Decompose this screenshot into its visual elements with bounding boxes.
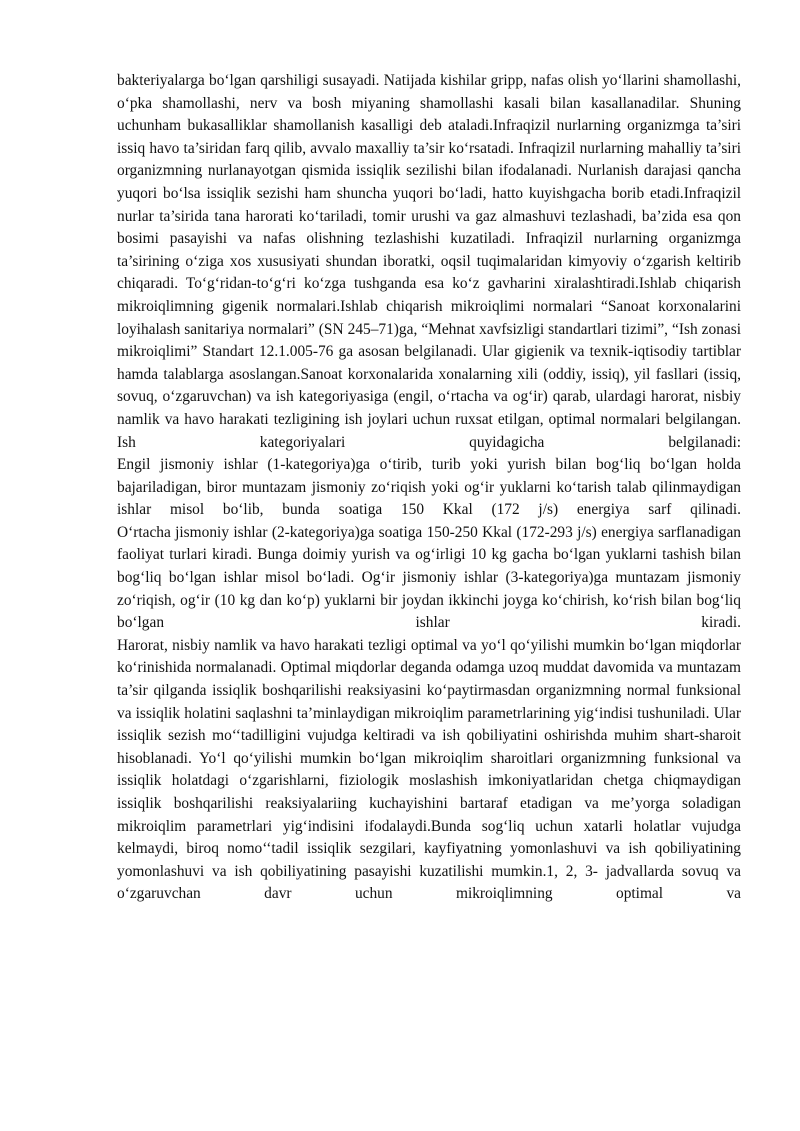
paragraph-optimal-norms: Harorat, nisbiy namlik va havo harakati tezligi optimal va yo‘l qo‘yilishi mumkin bo‘lgan miqdorlar ko‘rinishida normalanadi. Optimal miqdorlar deganda odamga uzoq muddat davomida va muntazam ta’sir qilganda issiqlik boshqarilishi reaksiyasini ko‘paytirmasdan organizmning normal funksional va issiqlik holatini saqlashni ta’minlaydigan mikroiqlim parametrlarining yig‘indisi tushuniladi. Ular issiqlik sezish mo‘‘tadilligini vujudga keltiradi va ish qobiliyatini oshirishda muhim shart-sharoit hisoblanadi. Yo‘l qo‘yilishi mumkin bo‘lgan mikroiqlim sharoitlari organizmning funksional va issiqlik holatdagi o‘zgarishlarni, fiziologik moslashish imkoniyatlaridan chetga chiqmaydigan issiqlik boshqarilishi reaksiyalariing kuchayishini bartaraf etadigan va me’yorga soladigan mikroiqlim parametrlari yig‘indisini ifodalaydi.Bunda sog‘liq uchun xatarli holatlar vujudga kelmaydi, biroq nomo‘‘tadil issiqlik sezgilari, kayfiyatning yomonlashuvi va ish qobiliyatining yomonlashuvi va ish qobiliyatining pasayishi kuzatilishi mumkin.1, 2, 3- jadvallarda sovuq va o‘zgaruvchan davr uchun mikroiqlimning optimal va xyxy=(117,636,741,903)
paragraph-medium-heavy-work: O‘rtacha jismoniy ishlar (2-kategoriya)ga soatiga 150-250 Kkal (172-293 j/s) energiya sarflanadigan faoliyat turlari kiradi. Bunga doimiy yurish va og‘irligi 10 kg gacha bo‘lgan yuklarni tashish bilan bog‘liq bo‘lgan ishlar misol bo‘ladi. Og‘ir jismoniy ishlar (3-kategoriya)ga muntazam jismoniy zo‘riqish, og‘ir (10 kg dan ko‘p) yuklarni bir joydan ikkinchi joyga ko‘chirish, ko‘rish bilan bog‘liq bo‘lgan ishlar kiradi. xyxy=(117,523,741,632)
document-page xyxy=(117,70,741,906)
paragraph-microclimate-intro: bakteriyalarga bo‘lgan qarshiligi susayadi. Natijada kishilar gripp, nafas olish yo‘llarini shamollashi, o‘pka shamollashi, nerv va bosh miyaning shamollashi kasali bilan kasallanadilar. Shuning uchunham bukasalliklar shamollanish kasalligi deb ataladi.Infraqizil nurlarning organizmga ta’siri issiq havo ta’siridan farq qilib, avvalo maxalliy ta’sir ko‘rsatadi. Infraqizil nurlarning mahalliy ta’siri organizmning nurlanayotgan qismida issiqlik sezilishi bilan ifodalanadi. Nurlanish darajasi qancha yuqori bo‘lsa issiqlik sezishi ham shuncha yuqori bo‘ladi, hatto kuyishgacha borib etadi.Infraqizil nurlar ta’sirida tana harorati ko‘tariladi, tomir urushi va gaz almashuvi tezlashadi, ba’zida esa qon bosimi pasayishi va nafas olishning tezlashishi kuzatiladi. Infraqizil nurlarning organizmga ta’sirining o‘ziga xos xususiyati shundan iboratki, oqsil tuqimalaridan kimyoviy o‘zgarish keltirib chiqaradi. To‘g‘ridan-to‘g‘ri ko‘zga tushganda esa ko‘z gavharini xiralashtiradi.Ishlab chiqarish mikroiqlimning gigenik normalari.Ishlab chiqarish mikroiqlimi normalari “Sanoat korxonalarini loyihalash sanitariya normalari” (SN 245–71)ga, “Mehnat xavfsizligi standartlari tizimi”, “Ish zonasi mikroiqlimi” Standart 12.1.005-76 ga asosan belgilanadi. Ular gigienik va texnik-iqtisodiy tartiblar hamda talablarga asoslangan.Sanoat korxonalarida xonalarning xili (oddiy, issiq), yil fasllari (issiq, sovuq, o‘zgaruvchan) va ish kategoriyasiga (engil, o‘rtacha va og‘ir) qarab, ulardagi harorat, nisbiy namlik va havo harakati tezligining ish joylari uchun ruxsat etilgan, optimal normalari belgilangan. Ish kategoriyalari quyidagicha belgilanadi: xyxy=(117,72,741,451)
paragraph-light-work: Engil jismoniy ishlar (1-kategoriya)ga o‘tirib, turib yoki yurish bilan bog‘liq bo‘lgan holda bajariladigan, biror muntazam jismoniy zo‘riqish yoki og‘ir yuklarni ko‘tarish talab qilinmaydigan ishlar misol bo‘lib, bunda soatiga 150 Kkal (172 j/s) energiya sarf qilinadi. xyxy=(117,456,741,519)
